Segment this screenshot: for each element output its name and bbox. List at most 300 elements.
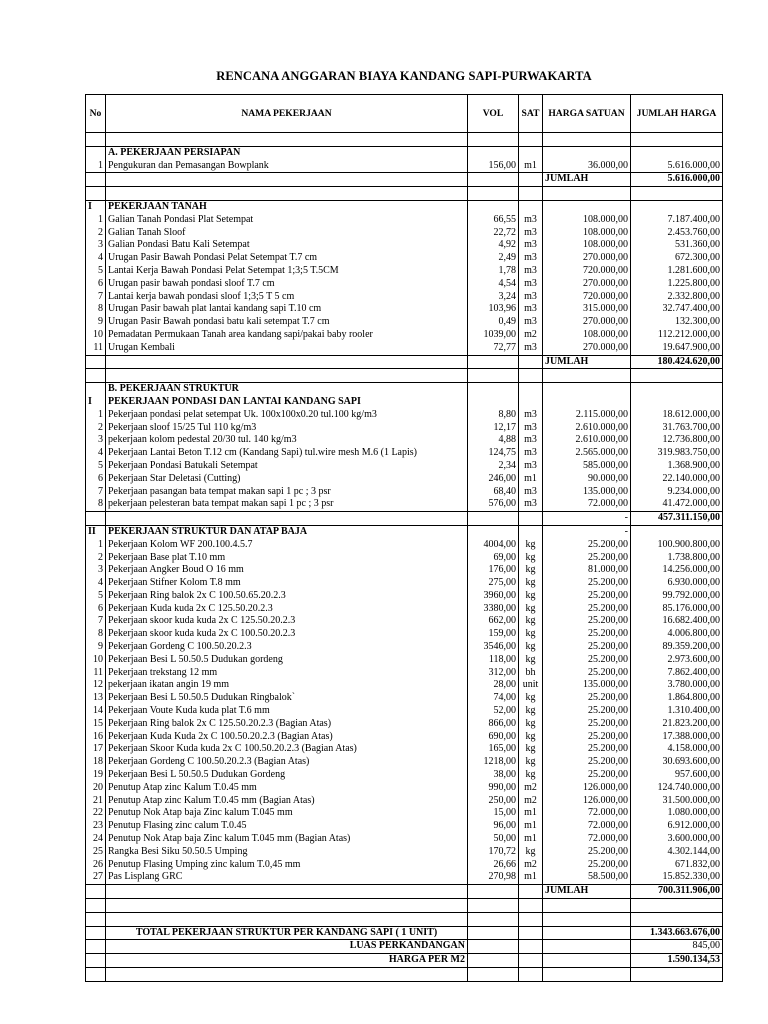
row-no: 11	[86, 667, 106, 680]
section-heading-row	[86, 383, 723, 396]
row-description: Galian Tanah Sloof	[106, 227, 468, 240]
row-description: Penutup Nok Atap baja Zinc kalum T.045 mm (Bagian Atas)	[106, 833, 468, 846]
row-description	[106, 912, 468, 926]
row-unit-price	[543, 940, 631, 954]
row-total-price: 32.747.400,00	[631, 303, 723, 316]
row-unit: m3	[519, 447, 543, 460]
row-unit-price	[543, 954, 631, 968]
table-row	[86, 160, 723, 173]
row-total-price: 1.080.000,00	[631, 807, 723, 820]
row-description: Lantai kerja bawah pondasi sloof 1;3;5 T 5 cm	[106, 291, 468, 304]
table-row	[86, 641, 723, 654]
table-row	[86, 667, 723, 680]
document-title: RENCANA ANGGARAN BIAYA KANDANG SAPI-PURWAKARTA	[216, 69, 592, 83]
row-volume	[468, 187, 519, 201]
table-row	[86, 859, 723, 872]
row-volume	[468, 885, 519, 899]
row-volume	[468, 899, 519, 913]
summary-value: 845,00	[631, 940, 723, 954]
row-unit-price: 25.200,00	[543, 552, 631, 565]
row-no: 1	[86, 160, 106, 173]
row-volume: 15,00	[468, 807, 519, 820]
row-no: 16	[86, 731, 106, 744]
row-unit-price: 25.200,00	[543, 756, 631, 769]
row-total-price: 7.862.400,00	[631, 667, 723, 680]
row-no: 21	[86, 795, 106, 808]
row-volume: 2,34	[468, 460, 519, 473]
header-nama-pekerjaan: NAMA PEKERJAAN	[106, 95, 468, 133]
row-volume: 1039,00	[468, 329, 519, 342]
row-total-price: 1.310.400,00	[631, 705, 723, 718]
row-description: Pekerjaan Stifner Kolom T.8 mm	[106, 577, 468, 590]
row-unit: m3	[519, 278, 543, 291]
header-no: No	[86, 95, 106, 133]
row-no: 27	[86, 871, 106, 884]
subtotal-value: 457.311.150,00	[631, 512, 723, 526]
row-unit	[519, 355, 543, 369]
row-unit: kg	[519, 603, 543, 616]
row-total-price	[631, 200, 723, 213]
table-row	[86, 846, 723, 859]
row-total-price	[631, 968, 723, 982]
row-unit-price: 58.500,00	[543, 871, 631, 884]
row-total-price: 30.693.600,00	[631, 756, 723, 769]
row-volume: 312,00	[468, 667, 519, 680]
row-volume: 170,72	[468, 846, 519, 859]
table-row	[86, 603, 723, 616]
row-unit	[519, 383, 543, 396]
row-no: 10	[86, 654, 106, 667]
row-total-price	[631, 912, 723, 926]
blank-row	[86, 369, 723, 383]
row-unit: bh	[519, 667, 543, 680]
row-volume	[468, 926, 519, 940]
row-total-price: 124.740.000,00	[631, 782, 723, 795]
row-volume	[468, 912, 519, 926]
row-unit: kg	[519, 539, 543, 552]
row-no	[86, 940, 106, 954]
row-volume: 990,00	[468, 782, 519, 795]
table-row	[86, 820, 723, 833]
row-volume: 72,77	[468, 342, 519, 355]
table-row	[86, 409, 723, 422]
row-unit: m3	[519, 409, 543, 422]
table-row	[86, 871, 723, 884]
row-total-price: 17.388.000,00	[631, 731, 723, 744]
row-unit	[519, 146, 543, 159]
row-no: 5	[86, 460, 106, 473]
row-no: I	[86, 396, 106, 409]
row-description: Urugan Pasir Bawah pondasi batu kali setempat T.7 cm	[106, 316, 468, 329]
row-description	[106, 133, 468, 147]
row-volume: 4,88	[468, 434, 519, 447]
row-unit-price	[543, 200, 631, 213]
row-no: 7	[86, 615, 106, 628]
row-volume: 690,00	[468, 731, 519, 744]
row-volume: 103,96	[468, 303, 519, 316]
row-description: Penutup Atap zinc Kalum T.0.45 mm	[106, 782, 468, 795]
row-unit-price: 25.200,00	[543, 731, 631, 744]
row-unit-price: 135.000,00	[543, 486, 631, 499]
row-description: Urugan Kembali	[106, 342, 468, 355]
row-volume: 275,00	[468, 577, 519, 590]
row-no: 10	[86, 329, 106, 342]
row-description	[106, 512, 468, 526]
row-total-price: 2.973.600,00	[631, 654, 723, 667]
row-no: 8	[86, 303, 106, 316]
row-description: pekerjaan pelesteran bata tempat makan sapi 1 pc ; 3 psr	[106, 498, 468, 511]
row-volume	[468, 396, 519, 409]
row-description: Urugan pasir bawah pondasi sloof T.7 cm	[106, 278, 468, 291]
row-description: Pekerjaan Ring balok 2x C 100.50.65.20.2.3	[106, 590, 468, 603]
budget-table	[85, 94, 723, 982]
row-description	[106, 187, 468, 201]
row-total-price: 1.225.800,00	[631, 278, 723, 291]
row-unit	[519, 940, 543, 954]
row-description	[106, 369, 468, 383]
row-no: 7	[86, 291, 106, 304]
row-total-price: 41.472.000,00	[631, 498, 723, 511]
row-total-price: 100.900.800,00	[631, 539, 723, 552]
row-unit: m3	[519, 342, 543, 355]
row-total-price	[631, 899, 723, 913]
row-volume: 1218,00	[468, 756, 519, 769]
table-row	[86, 615, 723, 628]
row-no: 12	[86, 679, 106, 692]
row-description: Urugan Pasir Bawah Pondasi Pelat Setempat T.7 cm	[106, 252, 468, 265]
row-unit-price: 25.200,00	[543, 615, 631, 628]
row-unit-price: 25.200,00	[543, 590, 631, 603]
row-volume: 159,00	[468, 628, 519, 641]
table-row	[86, 590, 723, 603]
blank-row	[86, 187, 723, 201]
row-description: Rangka Besi Siku 50.50.5 Umping	[106, 846, 468, 859]
row-description	[106, 968, 468, 982]
row-unit: unit	[519, 679, 543, 692]
row-total-price: 957.600,00	[631, 769, 723, 782]
row-description	[106, 173, 468, 187]
row-unit-price	[543, 146, 631, 159]
row-unit: m3	[519, 316, 543, 329]
row-description	[106, 355, 468, 369]
row-no: 22	[86, 807, 106, 820]
row-description: Pekerjaan Ring balok 2x C 125.50.20.2.3 (Bagian Atas)	[106, 718, 468, 731]
row-unit: m3	[519, 486, 543, 499]
row-description: Pemadatan Permukaan Tanah area kandang sapi/pakai baby rooler	[106, 329, 468, 342]
row-unit-price: 270.000,00	[543, 252, 631, 265]
row-description: Pekerjaan Angker Boud O 16 mm	[106, 564, 468, 577]
row-unit: m3	[519, 303, 543, 316]
row-description: Pekerjaan Base plat T.10 mm	[106, 552, 468, 565]
row-unit-price: 108.000,00	[543, 239, 631, 252]
row-unit: kg	[519, 641, 543, 654]
row-total-price: 4.006.800,00	[631, 628, 723, 641]
row-no	[86, 173, 106, 187]
row-description: Pekerjaan Kuda Kuda 2x C 100.50.20.2.3 (Bagian Atas)	[106, 731, 468, 744]
row-volume: 2,49	[468, 252, 519, 265]
row-unit-price	[543, 133, 631, 147]
row-unit: m1	[519, 473, 543, 486]
row-total-price: 15.852.330,00	[631, 871, 723, 884]
row-unit: m3	[519, 460, 543, 473]
row-no	[86, 355, 106, 369]
row-description: Galian Pondasi Batu Kali Setempat	[106, 239, 468, 252]
row-volume: 118,00	[468, 654, 519, 667]
table-row	[86, 447, 723, 460]
row-no: II	[86, 525, 106, 538]
row-unit: m1	[519, 833, 543, 846]
subtotal-label: JUMLAH	[543, 355, 631, 369]
row-unit-price: 25.200,00	[543, 705, 631, 718]
row-unit-price: 72.000,00	[543, 807, 631, 820]
row-volume	[468, 525, 519, 538]
row-volume: 38,00	[468, 769, 519, 782]
row-unit-price: 585.000,00	[543, 460, 631, 473]
row-no: 1	[86, 214, 106, 227]
row-total-price: 18.612.000,00	[631, 409, 723, 422]
row-unit-price: 25.200,00	[543, 577, 631, 590]
row-unit	[519, 912, 543, 926]
table-row	[86, 654, 723, 667]
row-description: Urugan Pasir bawah plat lantai kandang sapi T.10 cm	[106, 303, 468, 316]
row-volume: 3380,00	[468, 603, 519, 616]
row-volume: 26,66	[468, 859, 519, 872]
row-volume	[468, 512, 519, 526]
row-description	[106, 885, 468, 899]
row-volume: 124,75	[468, 447, 519, 460]
row-volume: 270,98	[468, 871, 519, 884]
row-no: 4	[86, 577, 106, 590]
row-no: 3	[86, 434, 106, 447]
row-unit	[519, 954, 543, 968]
summary-row	[86, 940, 723, 954]
row-description: Penutup Atap zinc Kalum T.0.45 mm (Bagian Atas)	[106, 795, 468, 808]
table-row	[86, 486, 723, 499]
row-description: Lantai Kerja Bawah Pondasi Pelat Setempat 1;3;5 T.5CM	[106, 265, 468, 278]
row-no: 8	[86, 628, 106, 641]
row-total-price	[631, 383, 723, 396]
row-description	[106, 899, 468, 913]
table-row	[86, 577, 723, 590]
row-no: 1	[86, 409, 106, 422]
row-total-price: 31.500.000,00	[631, 795, 723, 808]
row-no: 2	[86, 552, 106, 565]
row-volume: 4,54	[468, 278, 519, 291]
row-no: 9	[86, 641, 106, 654]
row-volume: 50,00	[468, 833, 519, 846]
row-no: 20	[86, 782, 106, 795]
row-unit-price: 90.000,00	[543, 473, 631, 486]
row-unit: m3	[519, 227, 543, 240]
row-unit	[519, 173, 543, 187]
summary-row	[86, 954, 723, 968]
row-total-price: 1.281.600,00	[631, 265, 723, 278]
row-no	[86, 954, 106, 968]
row-total-price: 5.616.000,00	[631, 160, 723, 173]
row-total-price: 21.823.200,00	[631, 718, 723, 731]
row-unit: m3	[519, 239, 543, 252]
row-no: 2	[86, 422, 106, 435]
row-unit: m1	[519, 807, 543, 820]
row-description: Pekerjaan trekstang 12 mm	[106, 667, 468, 680]
row-unit: kg	[519, 756, 543, 769]
row-unit: kg	[519, 564, 543, 577]
row-unit-price: 72.000,00	[543, 498, 631, 511]
row-no: 25	[86, 846, 106, 859]
row-description: Penutup Flasing zinc calum T.0.45	[106, 820, 468, 833]
row-description: A. PEKERJAAN PERSIAPAN	[106, 146, 468, 159]
table-row	[86, 239, 723, 252]
table-row	[86, 214, 723, 227]
row-unit-price: 270.000,00	[543, 278, 631, 291]
row-no: 15	[86, 718, 106, 731]
table-row	[86, 291, 723, 304]
row-no: 5	[86, 590, 106, 603]
row-unit-price: 2.565.000,00	[543, 447, 631, 460]
row-volume: 0,49	[468, 316, 519, 329]
row-volume: 4004,00	[468, 539, 519, 552]
row-no	[86, 885, 106, 899]
row-volume: 8,80	[468, 409, 519, 422]
row-unit: m1	[519, 871, 543, 884]
row-volume	[468, 146, 519, 159]
table-row	[86, 265, 723, 278]
row-no: 3	[86, 564, 106, 577]
row-no: 18	[86, 756, 106, 769]
row-total-price: 85.176.000,00	[631, 603, 723, 616]
row-volume: 1,78	[468, 265, 519, 278]
row-unit: kg	[519, 577, 543, 590]
row-total-price: 14.256.000,00	[631, 564, 723, 577]
row-unit	[519, 968, 543, 982]
row-total-price	[631, 369, 723, 383]
row-unit-price	[543, 899, 631, 913]
row-volume: 250,00	[468, 795, 519, 808]
table-row	[86, 460, 723, 473]
blank-row	[86, 133, 723, 147]
row-unit-price: 25.200,00	[543, 846, 631, 859]
row-unit-price	[543, 383, 631, 396]
summary-label: LUAS PERKANDANGAN	[106, 940, 468, 954]
section-heading-row	[86, 200, 723, 213]
row-unit	[519, 525, 543, 538]
header-jumlah-harga: JUMLAH HARGA	[631, 95, 723, 133]
row-total-price: 99.792.000,00	[631, 590, 723, 603]
row-description: Pekerjaan skoor kuda kuda 2x C 100.50.20.2.3	[106, 628, 468, 641]
subtotal-row	[86, 173, 723, 187]
row-total-price	[631, 525, 723, 538]
row-total-price: 89.359.200,00	[631, 641, 723, 654]
row-description: Pekerjaan Skoor Kuda kuda 2x C 100.50.20.2.3 (Bagian Atas)	[106, 743, 468, 756]
row-unit: m3	[519, 434, 543, 447]
row-unit-price: 126.000,00	[543, 795, 631, 808]
row-total-price	[631, 133, 723, 147]
row-volume	[468, 940, 519, 954]
row-description: Pekerjaan sloof 15/25 Tul 110 kg/m3	[106, 422, 468, 435]
row-no: 6	[86, 278, 106, 291]
header-harga-satuan: HARGA SATUAN	[543, 95, 631, 133]
row-unit	[519, 396, 543, 409]
table-row	[86, 756, 723, 769]
row-no: 11	[86, 342, 106, 355]
subtotal-row	[86, 885, 723, 899]
table-row	[86, 227, 723, 240]
row-description: Pekerjaan Star Deletasi (Cutting)	[106, 473, 468, 486]
row-no	[86, 912, 106, 926]
row-unit: m3	[519, 291, 543, 304]
row-no	[86, 146, 106, 159]
row-total-price: 22.140.000,00	[631, 473, 723, 486]
row-unit-price: 108.000,00	[543, 329, 631, 342]
row-total-price: 531.360,00	[631, 239, 723, 252]
table-row	[86, 795, 723, 808]
row-total-price: 12.736.800,00	[631, 434, 723, 447]
row-description: Pekerjaan Besi L 50.50.5 Dudukan gordeng	[106, 654, 468, 667]
row-total-price: 1.738.800,00	[631, 552, 723, 565]
row-description: PEKERJAAN STRUKTUR DAN ATAP BAJA	[106, 525, 468, 538]
subtotal-label: -	[543, 512, 631, 526]
row-total-price	[631, 187, 723, 201]
budget-table-body	[86, 95, 723, 982]
row-description: Pekerjaan Gordeng C 100.50.20.2.3 (Bagian Atas)	[106, 756, 468, 769]
row-unit-price: 108.000,00	[543, 227, 631, 240]
summary-label: HARGA PER M2	[106, 954, 468, 968]
row-unit-price: 720.000,00	[543, 265, 631, 278]
table-row	[86, 473, 723, 486]
row-unit-price: 25.200,00	[543, 603, 631, 616]
row-total-price: 7.187.400,00	[631, 214, 723, 227]
row-volume	[468, 355, 519, 369]
table-row	[86, 807, 723, 820]
row-unit-price: 270.000,00	[543, 342, 631, 355]
row-volume: 3,24	[468, 291, 519, 304]
row-volume: 165,00	[468, 743, 519, 756]
section-heading-row	[86, 146, 723, 159]
row-unit-price: 25.200,00	[543, 628, 631, 641]
row-unit-price: 81.000,00	[543, 564, 631, 577]
row-description: Pas Lisplang GRC	[106, 871, 468, 884]
row-unit-price: 72.000,00	[543, 833, 631, 846]
row-unit-price: 25.200,00	[543, 539, 631, 552]
row-unit-price	[543, 926, 631, 940]
row-no: 13	[86, 692, 106, 705]
row-total-price: 2.332.800,00	[631, 291, 723, 304]
row-unit-price: -	[543, 525, 631, 538]
row-unit-price: 25.200,00	[543, 859, 631, 872]
row-unit-price: 720.000,00	[543, 291, 631, 304]
row-no: 24	[86, 833, 106, 846]
row-description: pekerjaan ikatan angin 19 mm	[106, 679, 468, 692]
row-total-price: 16.682.400,00	[631, 615, 723, 628]
row-unit-price	[543, 187, 631, 201]
row-total-price: 2.453.760,00	[631, 227, 723, 240]
row-description: Pekerjaan Kuda kuda 2x C 125.50.20.2.3	[106, 603, 468, 616]
row-description: Penutup Flasing Umping zinc kalum T.0,45 mm	[106, 859, 468, 872]
row-unit	[519, 512, 543, 526]
table-row	[86, 679, 723, 692]
row-unit: kg	[519, 590, 543, 603]
row-total-price: 1.864.800,00	[631, 692, 723, 705]
row-no	[86, 899, 106, 913]
row-no: 8	[86, 498, 106, 511]
row-total-price: 19.647.900,00	[631, 342, 723, 355]
row-total-price: 672.300,00	[631, 252, 723, 265]
row-unit: kg	[519, 654, 543, 667]
row-unit-price: 108.000,00	[543, 214, 631, 227]
row-volume: 662,00	[468, 615, 519, 628]
row-description: Pekerjaan Voute Kuda kuda plat T.6 mm	[106, 705, 468, 718]
row-description: Pekerjaan Gordeng C 100.50.20.2.3	[106, 641, 468, 654]
